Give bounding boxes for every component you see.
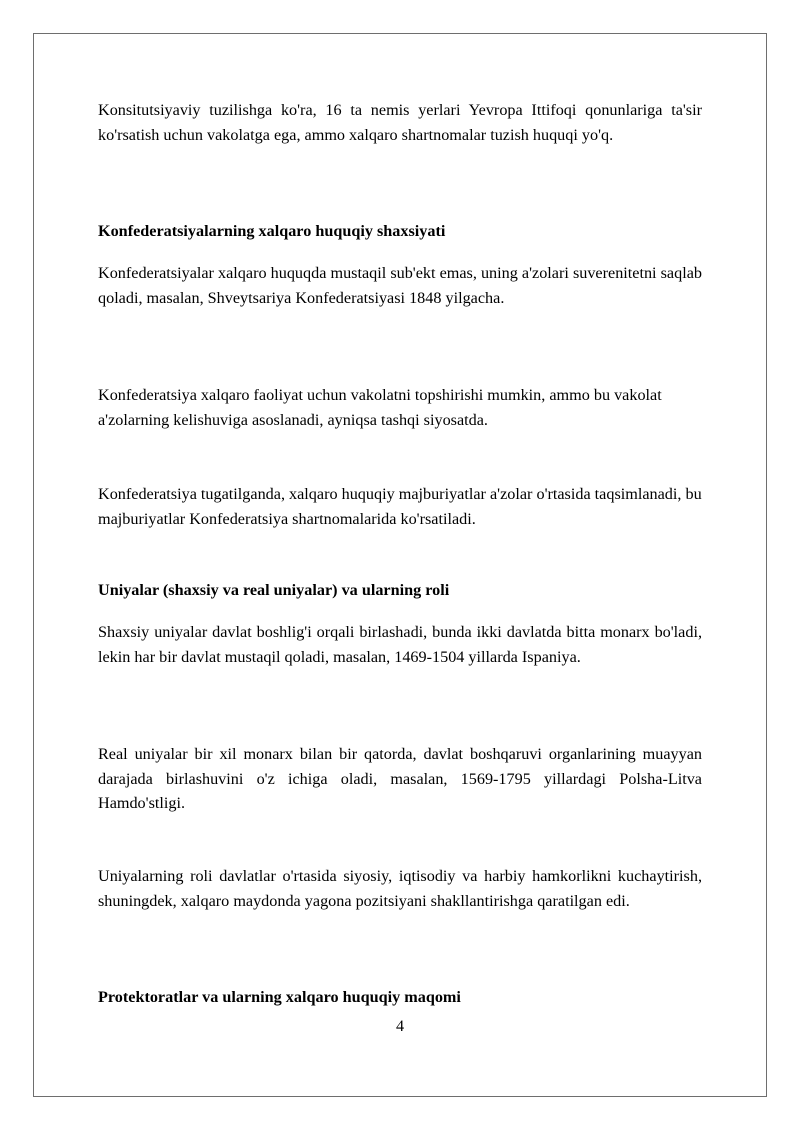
paragraph-uniyalar-roli: Uniyalarning roli davlatlar o'rtasida siyosiy, iqtisodiy va harbiy hamkorlikni kuchaytirish, shuningdek, xalqaro maydonda yagona pozitsiyani shakllantirishga qaratilgan edi.	[98, 867, 702, 910]
heading-uniyalar: Uniyalar (shaxsiy va real uniyalar) va ularning roli	[98, 581, 450, 599]
paragraph-real-uniyalar: Real uniyalar bir xil monarx bilan bir qatorda, davlat boshqaruvi organlarining muayyan darajada birlashuvini o'z ichiga oladi, masalan, 1569-1795 yillardagi Polsha-Litva Hamdo'stligi.	[98, 745, 702, 812]
paragraph-konfederatsiya-tugatilganda: Konfederatsiya tugatilganda, xalqaro huquqiy majburiyatlar a'zolar o'rtasida taqsimlanadi, bu majburiyatlar Konfederatsiya shartnomalarida ko'rsatiladi.	[98, 485, 702, 528]
paragraph-shaxsiy-uniyalar: Shaxsiy uniyalar davlat boshlig'i orqali birlashadi, bunda ikki davlatda bitta monarx bo'ladi, lekin har bir davlat mustaqil qoladi, masalan, 1469-1504 yillarda Ispaniya.	[98, 623, 702, 666]
paragraph-konfederatsiya-subekt: Konfederatsiyalar xalqaro huquqda mustaqil sub'ekt emas, uning a'zolari suverenitetni saqlab qoladi, masalan, Shveytsariya Konfederatsiyasi 1848 yilgacha.	[98, 264, 702, 307]
paragraph-konstitutsiya: Konsitutsiyaviy tuzilishga ko'ra, 16 ta nemis yerlari Yevropa Ittifoqi qonunlariga ta'sir ko'rsatish uchun vakolatga ega, ammo xalqaro shartnomalar tuzish huquqi yo'q.	[98, 101, 702, 144]
heading-konfederatsiyalar: Konfederatsiyalarning xalqaro huquqiy shaxsiyati	[98, 222, 446, 240]
paragraph-konfederatsiya-vakolat: Konfederatsiya xalqaro faoliyat uchun vakolatni topshirishi mumkin, ammo bu vakolat a'zolarning kelishuviga asoslanadi, ayniqsa tashqi siyosatda.	[98, 386, 662, 429]
page-frame	[33, 33, 767, 1097]
heading-protektoratlar: Protektoratlar va ularning xalqaro huquqiy maqomi	[98, 988, 461, 1006]
page-number: 4	[395, 1017, 405, 1035]
